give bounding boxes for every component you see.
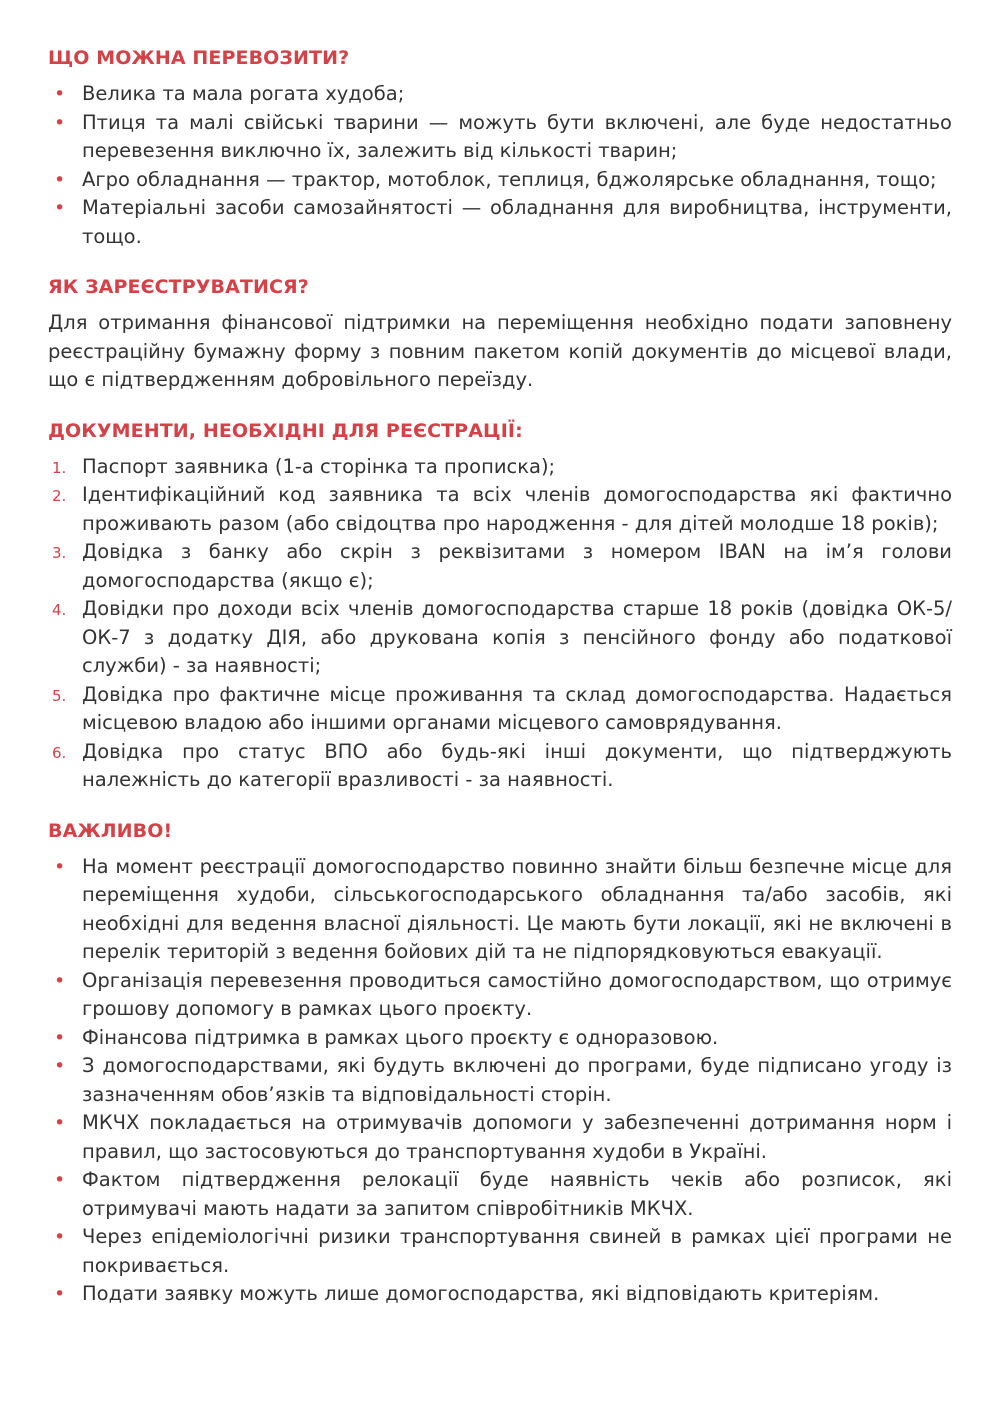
list-item: [48, 853, 952, 967]
list-item: [48, 738, 952, 795]
list-item-text: Довідка з банку або скрін з реквізитами з номером IBAN на ім’я голови домогосподарства (якщо є);: [82, 540, 952, 592]
list-item-text: Агро обладнання — трактор, мотоблок, теплиця, бджолярське обладнання, тощо;: [82, 167, 937, 191]
list-item-text: Велика та мала рогата худоба;: [82, 82, 405, 105]
list-item: [48, 595, 952, 681]
section-how-to-register: [48, 273, 952, 395]
bullet-icon: •: [54, 969, 66, 992]
list-item: [48, 481, 952, 538]
list-number: 1.: [52, 458, 67, 477]
bullet-icon: •: [54, 1169, 66, 1191]
list-item: [48, 1166, 952, 1223]
transport-list: [48, 80, 952, 251]
list-item: [48, 166, 952, 195]
list-item-text: МКЧХ покладається на отримувачів допомоги у забезпеченні дотримання норм і правил, що застосовуються до транспортування худоби в Україні.: [82, 1111, 952, 1163]
bullet-icon: •: [54, 197, 66, 219]
bullet-icon: •: [54, 111, 66, 134]
list-item: [48, 1052, 952, 1109]
bullet-icon: •: [54, 1112, 66, 1134]
important-list: [48, 853, 952, 1309]
bullet-icon: •: [54, 1226, 66, 1248]
list-item: [48, 1223, 952, 1280]
list-item-text: З домогосподарствами, які будуть включені до програми, буде підписано угоду із зазначенням обов’язків та відповідальності сторін.: [82, 1054, 952, 1106]
list-item-text: Ідентифікаційний код заявника та всіх членів домогосподарства які фактично проживають разом (або свідоцтва про народження - для дітей молодше 18 років);: [82, 483, 952, 535]
list-item-text: Довідка про фактичне місце проживання та склад домогосподарства. Надається місцевою владою або іншими органами місцевого самоврядування.: [82, 682, 952, 734]
list-item-text: Фінансова підтримка в рамках цього проєкту є одноразовою.: [82, 1025, 719, 1049]
section-required-documents: [48, 417, 952, 795]
list-item-text: Фактом підтвердження релокації буде наявність чеків або розписок, які отримувачі мають надати за запитом співробітників МКЧХ.: [82, 1168, 952, 1220]
bullet-icon: •: [54, 83, 66, 105]
list-item-text: Через епідеміологічні ризики транспортування свиней в рамках цієї програми не покривається.: [82, 1225, 952, 1277]
bullet-icon: •: [54, 855, 66, 878]
section-what-can-be-transported: [48, 44, 952, 251]
paragraph: Для отримання фінансової підтримки на переміщення необхідно подати заповнену реєстраційну бумажну форму з повним пакетом копій документів до місцевої влади, що є підтвердженням добровільного переїзду.: [48, 311, 952, 391]
documents-list: [48, 453, 952, 795]
bullet-icon: •: [54, 1026, 66, 1049]
section-heading: ЩО МОЖНА ПЕРЕВОЗИТИ?: [48, 47, 350, 69]
list-item-text: Паспорт заявника (1-а сторінка та прописка);: [82, 454, 556, 478]
list-item: [48, 1280, 952, 1309]
list-item-text: Матеріальні засоби самозайнятості — обладнання для виробництва, інструменти, тощо.: [82, 196, 952, 248]
list-item: [48, 109, 952, 166]
list-item-text: Організація перевезення проводиться самостійно домогосподарством, що отримує грошову допомогу в рамках цього проєкту.: [82, 968, 952, 1020]
list-item: [48, 967, 952, 1024]
section-heading: ДОКУМЕНТИ, НЕОБХІДНІ ДЛЯ РЕЄСТРАЦІЇ:: [48, 419, 523, 442]
list-item-text: Довідки про доходи всіх членів домогосподарства старше 18 років (довідка ОК-5/ОК-7 з додатку ДІЯ, або друкована копія з пенсійного фонду або податкової служби) - за наявності;: [82, 597, 952, 677]
list-number: 5.: [52, 686, 67, 705]
section-heading: ВАЖЛИВО!: [48, 819, 173, 842]
list-item: [48, 453, 952, 482]
list-item-text: На момент реєстрації домогосподарство повинно знайти більш безпечне місце для переміщення худоби, сільськогосподарського обладнання та/або засобів, які необхідні для ведення власної діяльності. Це мають бути локації, які не включені в перелік територій з ведення бойових дій та не підпорядковуються евакуації.: [82, 854, 952, 963]
list-item: [48, 1109, 952, 1166]
bullet-icon: •: [54, 1055, 66, 1077]
list-item-text: Подати заявку можуть лише домогосподарства, які відповідають критеріям.: [82, 1282, 880, 1305]
list-item: [48, 194, 952, 251]
list-number: 4.: [52, 601, 67, 619]
list-item: [48, 1024, 952, 1053]
list-item: [48, 681, 952, 738]
list-item: [48, 80, 952, 109]
list-item: [48, 538, 952, 595]
section-important: [48, 817, 952, 1309]
list-number: 2.: [52, 487, 67, 505]
bullet-icon: •: [54, 1283, 66, 1305]
list-number: 6.: [52, 743, 67, 762]
bullet-icon: •: [54, 168, 66, 191]
list-number: 3.: [52, 544, 67, 562]
section-heading: ЯК ЗАРЕЄСТРУВАТИСЯ?: [48, 276, 309, 298]
list-item-text: Довідка про статус ВПО або будь-які інші документи, що підтверджують належність до категорії вразливості - за наявності.: [82, 739, 952, 791]
list-item-text: Птиця та малі свійські тварини — можуть бути включені, але буде недостатньо перевезення виключно їх, залежить від кількості тварин;: [82, 110, 952, 162]
